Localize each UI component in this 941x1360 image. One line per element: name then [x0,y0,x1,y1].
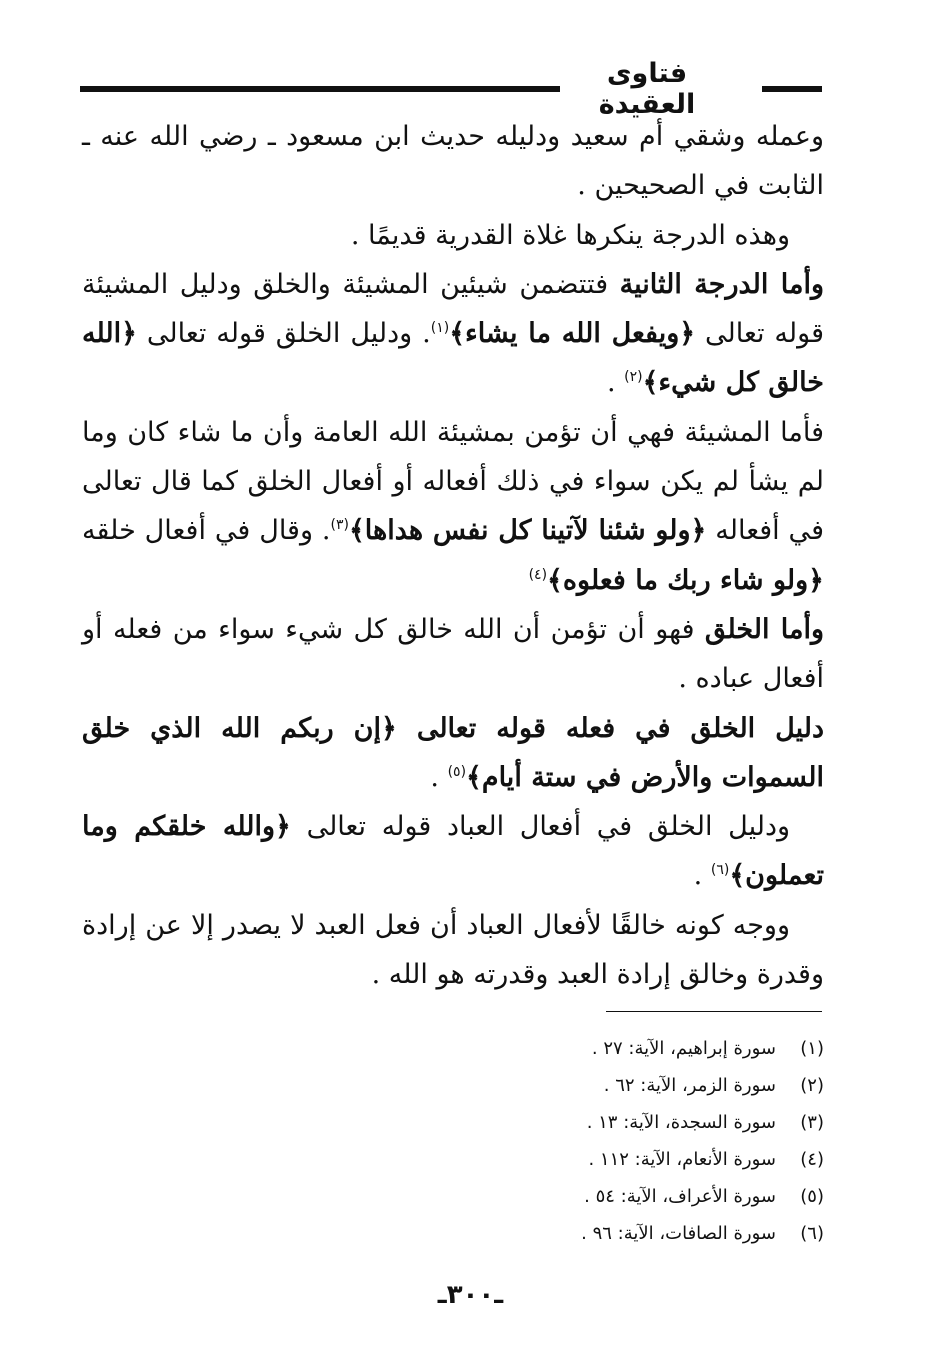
footnote-item [82,1030,824,1067]
footnote-text: سورة الزمر، الآية: ٦٢ . [603,1075,776,1096]
footnote-marker: (٢) [624,369,643,386]
body-text [82,112,824,999]
footnote-number: (٢) [800,1075,824,1096]
header-title: فتاوى العقيدة [598,58,696,120]
footnote-separator [606,1011,822,1012]
header-rule-short [762,86,822,92]
text-segment: وهذه الدرجة ينكرها غلاة القدرية قديمًا . [350,219,790,251]
bold-text: ﴿ولو شاء ربك ما فعلوه﴾ [547,564,824,596]
footnote-marker: (١) [430,320,450,337]
bold-text: وأما الدرجة الثانية [619,268,824,300]
text-segment: فتتضمن شيئين المشيئة والخلق ودليل المشيئة قوله تعالى [82,268,824,350]
page-number: ـ٣٠٠ـ [437,1280,504,1310]
footnote-text: سورة الأنعام، الآية: ١١٢ . [588,1149,776,1170]
bold-text: دليل الخلق في فعله قوله تعالى [396,712,825,744]
text-segment: . [606,367,625,399]
footnote-marker: (٤) [528,566,548,583]
footnote-text: سورة الصافات، الآية: ٩٦ . [581,1223,776,1244]
bold-text: ﴿ويفعل الله ما يشاء﴾ [449,318,696,350]
footnote-text: سورة السجدة، الآية: ١٣ . [586,1112,776,1133]
footnote-item [82,1178,824,1215]
text-segment: . [430,761,448,793]
footnote-number: (٤) [800,1149,824,1170]
paragraph [82,605,824,704]
footnote-marker: (٥) [447,763,467,780]
footnote-item [82,1067,824,1104]
header-rule-long [80,86,560,92]
footnote-number: (٥) [800,1186,824,1207]
paragraph [82,112,824,211]
paragraph [82,408,824,605]
paragraph [82,704,824,803]
bold-text: ﴿ولو شئنا لآتينا كل نفس هداها﴾ [348,515,707,547]
text-segment: . ودليل الخلق قوله تعالى [136,318,431,350]
footnote-text: سورة إبراهيم، الآية: ٢٧ . [591,1038,776,1059]
footnote-text: سورة الأعراف، الآية: ٥٤ . [584,1186,776,1207]
paragraph [82,802,824,901]
bold-text: ﴿الله خالق كل شيء﴾ [82,318,824,399]
running-header [80,58,822,120]
footnote-item [82,1215,824,1252]
text-segment: فأما المشيئة فهي أن تؤمن بمشيئة الله العامة وأن ما شاء كان وما لم يشأ لم يكن سواء في ذلك أفعاله أو أفعال الخلق كما قال تعالى في أفعاله [82,416,824,547]
text-segment: وعمله وشقي أم سعيد ودليله حديث ابن مسعود ـ رضي الله عنه ـ الثابت في الصحيحين . [82,121,824,202]
bold-text: ﴿إن ربكم الله الذي خلق السموات والأرض في ستة أيام﴾ [82,712,824,793]
footnote-item [82,1141,824,1178]
footnote-marker: (٦) [710,862,730,879]
footnote-number: (٣) [800,1112,824,1133]
paragraph [82,211,824,260]
paragraph [82,901,824,1000]
text-segment: فهو أن تؤمن أن الله خالق كل شيء سواء من فعله أو أفعال عباده . [82,613,824,695]
text-segment: ودليل الخلق في أفعال العباد قوله تعالى [290,811,791,843]
bold-text: ﴿والله خلقكم وما تعملون﴾ [82,811,824,892]
footnote-number: (٦) [800,1223,824,1244]
footnote-item [82,1104,824,1141]
footnote-number: (١) [800,1038,824,1059]
footnotes [82,1030,824,1252]
text-segment: ووجه كونه خالقًا لأفعال العباد أن فعل العبد لا يصدر إلا عن إرادة وقدرة وخالق إرادة العبد وقدرته هو الله . [82,909,824,991]
text-segment: . [693,860,711,892]
bold-text: وأما الخلق [704,613,824,645]
footnote-marker: (٣) [330,517,349,534]
text-segment: . وقال في أفعال خلقه [82,515,331,547]
paragraph [82,260,824,408]
